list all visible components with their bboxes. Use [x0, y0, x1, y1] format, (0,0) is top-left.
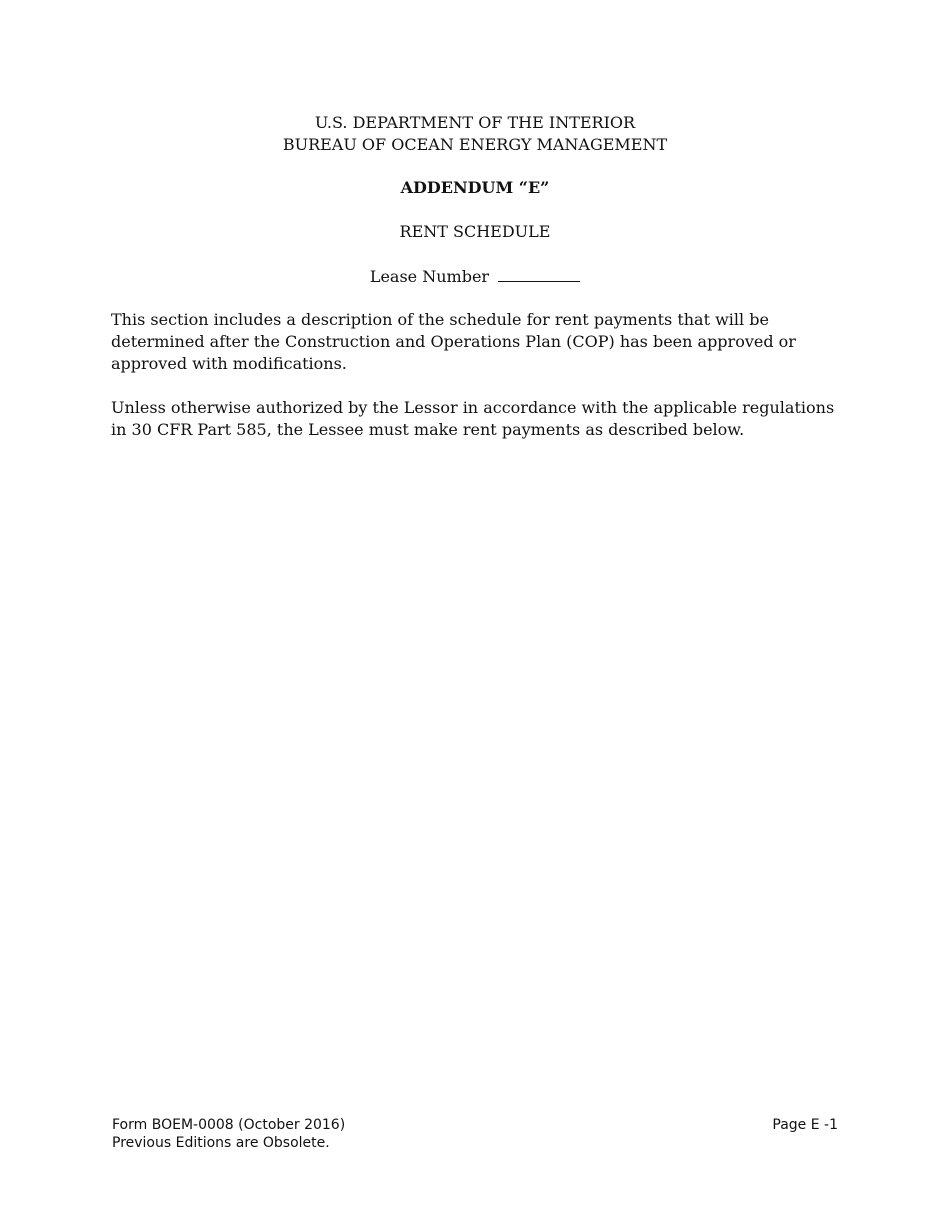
description-paragraph: This section includes a description of the schedule for rent payments that will be determined after the Construction and Operations Plan (COP) has been approved or approved with modifications. — [111, 310, 796, 373]
lease-number-label: Lease Number — [369, 267, 490, 286]
agency-header — [0, 112, 950, 156]
lease-number-row — [0, 265, 950, 288]
addendum-title: ADDENDUM “E” — [400, 178, 550, 197]
authorization-paragraph: Unless otherwise authorized by the Lessor in accordance with the applicable regulations in 30 CFR Part 585, the Lessee must make rent payments as described below. — [111, 398, 835, 439]
page-number: Page E -1 — [772, 1117, 838, 1133]
form-identifier: Form BOEM-0008 (October 2016) — [112, 1117, 346, 1133]
bureau-name: BUREAU OF OCEAN ENERGY MANAGEMENT — [282, 135, 668, 154]
obsolete-note: Previous Editions are Obsolete. — [112, 1135, 330, 1151]
footer-form-info — [112, 1116, 345, 1152]
department-name: U.S. DEPARTMENT OF THE INTERIOR — [314, 113, 636, 132]
schedule-title: RENT SCHEDULE — [399, 222, 551, 241]
lease-number-blank — [498, 265, 580, 282]
